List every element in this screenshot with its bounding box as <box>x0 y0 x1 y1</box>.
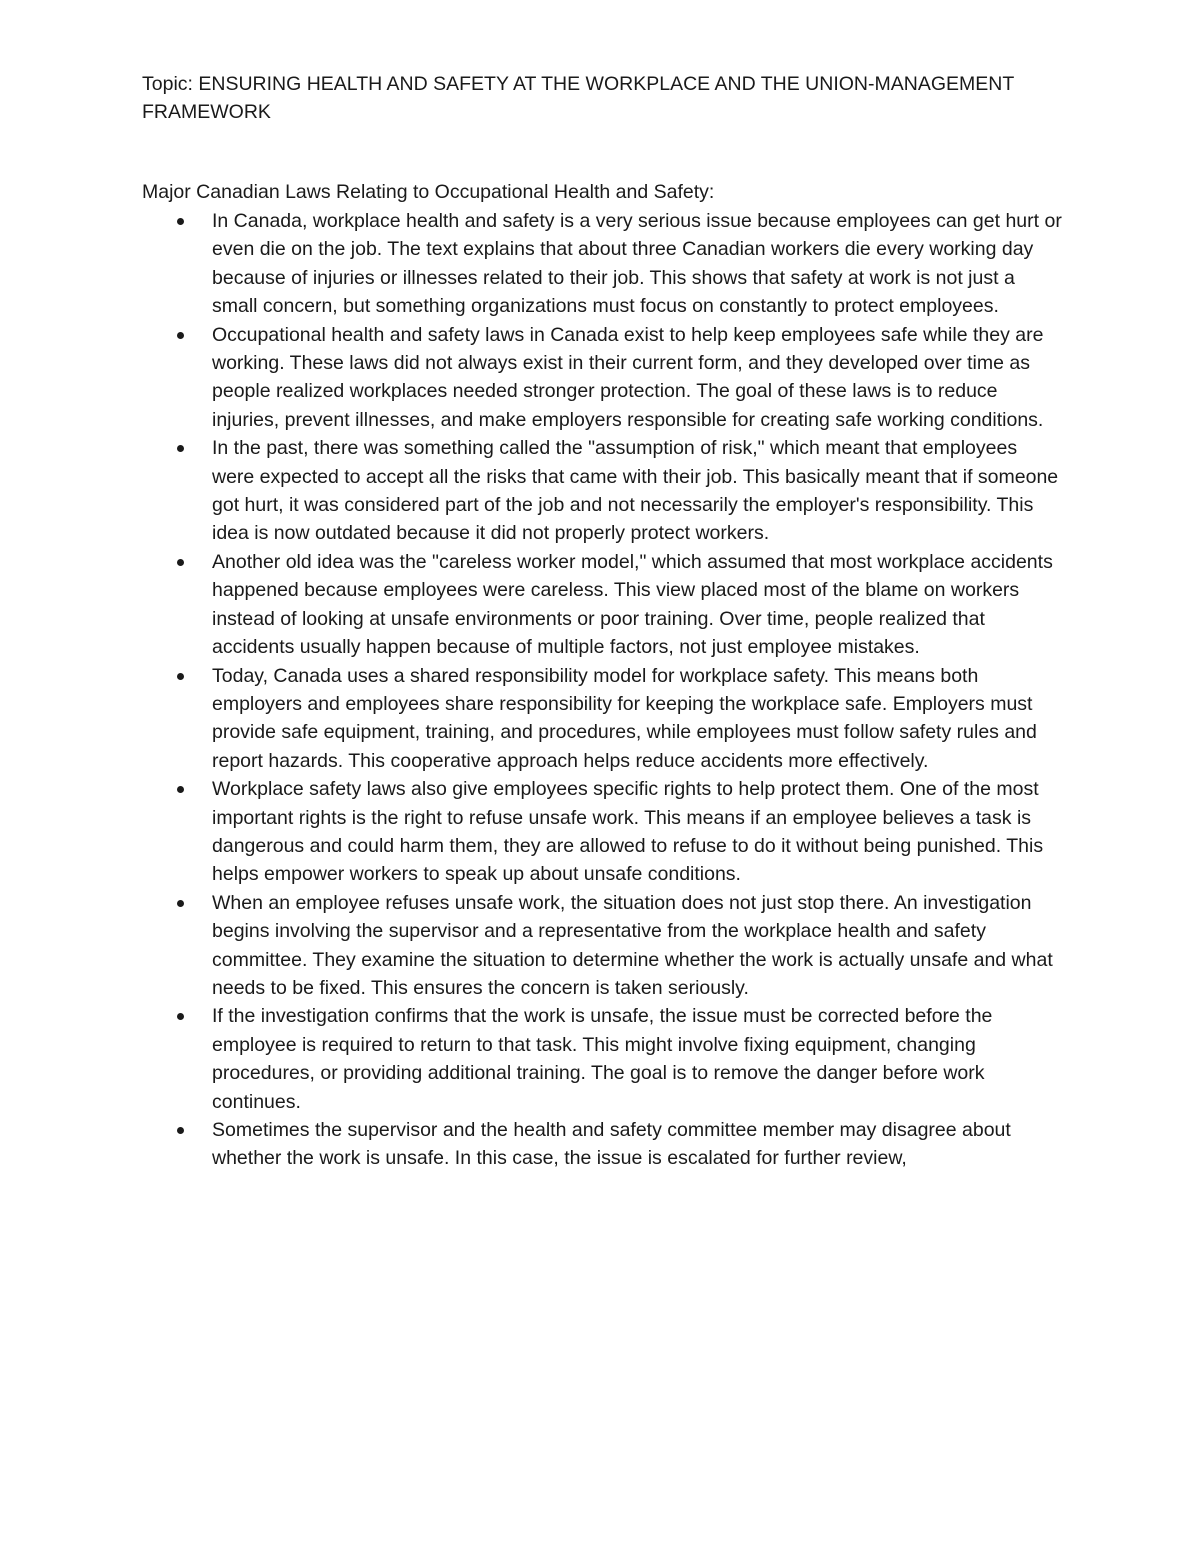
bullet-list <box>212 207 1062 1173</box>
bullet-icon <box>177 218 184 225</box>
list-item <box>212 321 1062 435</box>
bullet-icon <box>177 445 184 452</box>
bullet-icon <box>177 559 184 566</box>
list-item <box>212 775 1062 889</box>
list-item <box>212 662 1062 776</box>
bullet-icon <box>177 1127 184 1134</box>
bullet-icon <box>177 900 184 907</box>
list-item-text: In Canada, workplace health and safety is a very serious issue because employees can get hurt or even die on the job. The text explains that about three Canadian workers die every working day because of injuries or illnesses related to their job. This shows that safety at work is not just a small concern, but something organizations must focus on constantly to protect employees. <box>212 210 1062 318</box>
bullet-icon <box>177 673 184 680</box>
list-item-text: Today, Canada uses a shared responsibility model for workplace safety. This means both employers and employees share responsibility for keeping the workplace safe. Employers must provide safe equipment, training, and procedures, while employees must follow safety rules and report hazards. This cooperative approach helps reduce accidents more effectively. <box>212 664 1037 772</box>
list-item <box>212 548 1062 662</box>
list-item <box>212 1002 1062 1116</box>
list-item-text: If the investigation confirms that the work is unsafe, the issue must be corrected before the employee is required to return to that task. This might involve fixing equipment, changing procedures, or providing additional training. The goal is to remove the danger before work continues. <box>212 1005 993 1113</box>
list-item <box>212 1116 1062 1173</box>
document-title: Topic: ENSURING HEALTH AND SAFETY AT THE WORKPLACE AND THE UNION-MANAGEMENT FRAMEWORK <box>142 73 1014 124</box>
bullet-icon <box>177 1013 184 1020</box>
list-item-text: In the past, there was something called the "assumption of risk," which meant that employees were expected to accept all the risks that came with their job. This basically meant that if someone got hurt, it was considered part of the job and not necessarily the employer's responsibility. This idea is now outdated because it did not properly protect workers. <box>212 437 1059 545</box>
list-item-text: Another old idea was the "careless worker model," which assumed that most workplace accidents happened because employees were careless. This view placed most of the blame on workers instead of looking at unsafe environments or poor training. Over time, people realized that accidents usually happen because of multiple factors, not just employee mistakes. <box>212 550 1053 659</box>
list-item-text: Workplace safety laws also give employees specific rights to help protect them. One of the most important rights is the right to refuse unsafe work. This means if an employee believes a task is dangerous and could harm them, they are allowed to refuse to do it without being punished. This helps empower workers to speak up about unsafe conditions. <box>212 778 1044 886</box>
bullet-icon <box>177 332 184 339</box>
list-item <box>212 889 1062 1003</box>
section-heading: Major Canadian Laws Relating to Occupational Health and Safety: <box>142 181 715 203</box>
bullet-icon <box>177 786 184 793</box>
list-item <box>212 207 1062 321</box>
list-item-text: When an employee refuses unsafe work, the situation does not just stop there. An investigation begins involving the supervisor and a representative from the workplace health and safety committee. They examine the situation to determine whether the work is actually unsafe and what needs to be fixed. This ensures the concern is taken seriously. <box>212 891 1053 999</box>
list-item-text: Occupational health and safety laws in Canada exist to help keep employees safe while they are working. These laws did not always exist in their current form, and they developed over time as people realized workplaces needed stronger protection. The goal of these laws is to reduce injuries, prevent illnesses, and make employers responsible for creating safe working conditions. <box>212 323 1044 431</box>
list-item <box>212 434 1062 548</box>
list-item-text: Sometimes the supervisor and the health and safety committee member may disagree about whether the work is unsafe. In this case, the issue is escalated for further review, <box>212 1119 1011 1170</box>
